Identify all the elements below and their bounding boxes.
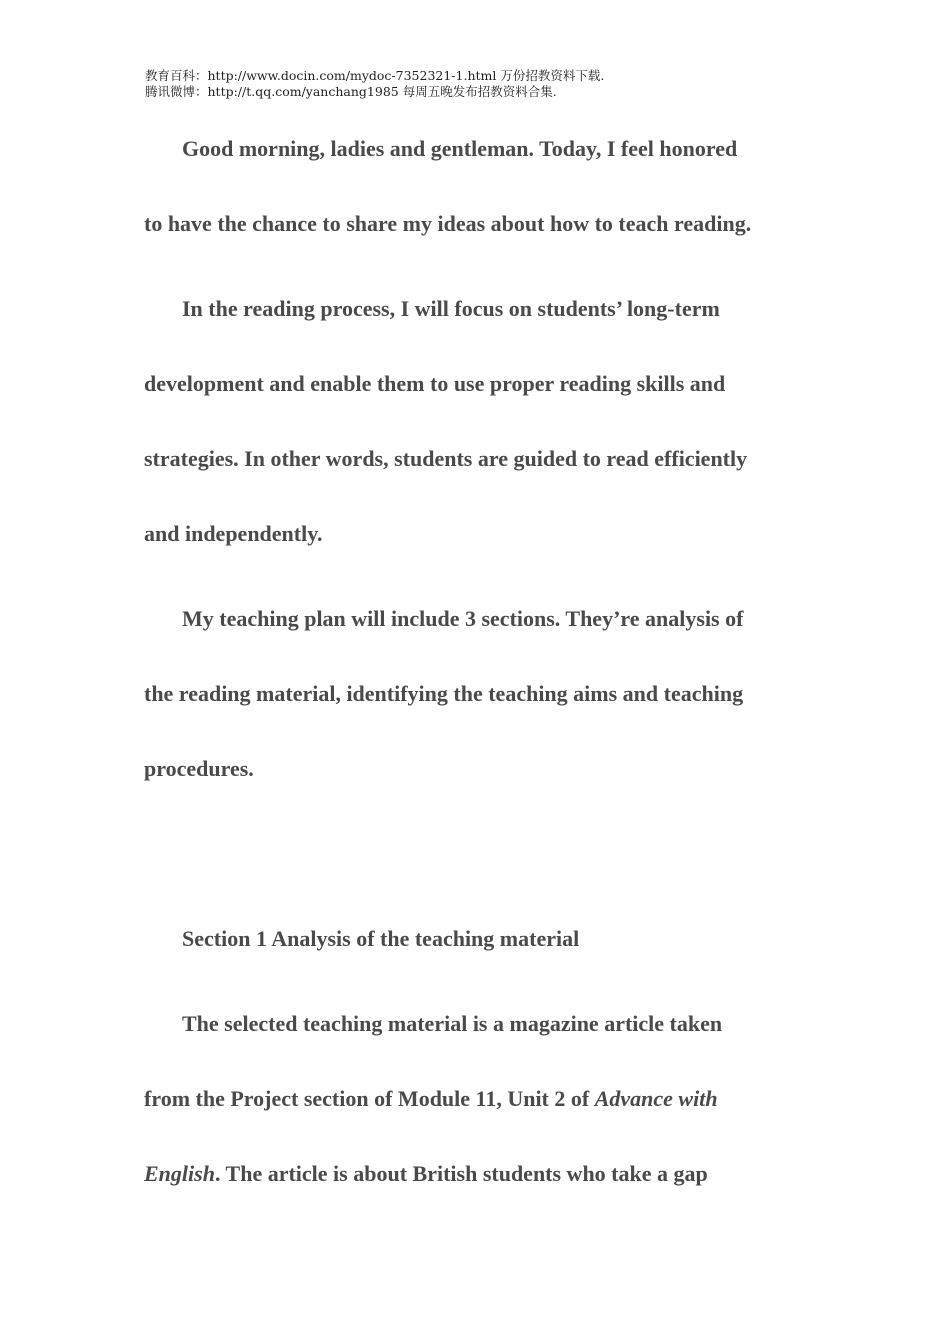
paragraph-2-line-4: and independently. <box>144 521 323 546</box>
paragraph-4-line-2 <box>144 1086 718 1112</box>
paragraph-2-line-1: In the reading process, I will focus on students’ long-term <box>182 296 720 321</box>
header-line-docin: 教育百科：http://www.docin.com/mydoc-7352321-1.html 万份招教资料下载. <box>145 68 605 83</box>
paragraph-4-line-2-text: from the Project section of Module 11, Unit 2 of <box>144 1086 595 1111</box>
paragraph-4-line-1: The selected teaching material is a magazine article taken <box>182 1011 723 1036</box>
book-title-part-1: Advance with <box>594 1086 718 1111</box>
paragraph-2-line-2: development and enable them to use proper reading skills and <box>144 371 726 396</box>
paragraph-3-line-3: procedures. <box>144 756 254 781</box>
paragraph-3-line-1: My teaching plan will include 3 sections. They’re analysis of <box>182 606 744 631</box>
header-line-weibo: 腾讯微博：http://t.qq.com/yanchang1985 每周五晚发布招教资料合集. <box>145 84 557 99</box>
paragraph-2-line-3: strategies. In other words, students are guided to read efficiently <box>144 446 748 471</box>
section-heading: Section 1 Analysis of the teaching material <box>182 926 580 951</box>
book-title-part-2: English <box>144 1161 215 1186</box>
paragraph-1-line-2: to have the chance to share my ideas about how to teach reading. <box>144 211 752 236</box>
paragraph-1-line-1: Good morning, ladies and gentleman. Today, I feel honored <box>182 136 738 161</box>
paragraph-4-line-3 <box>144 1161 708 1187</box>
page-header <box>145 68 604 100</box>
paragraph-3-line-2: the reading material, identifying the teaching aims and teaching <box>144 681 744 706</box>
paragraph-4-line-3-text: . The article is about British students who take a gap <box>214 1161 708 1186</box>
